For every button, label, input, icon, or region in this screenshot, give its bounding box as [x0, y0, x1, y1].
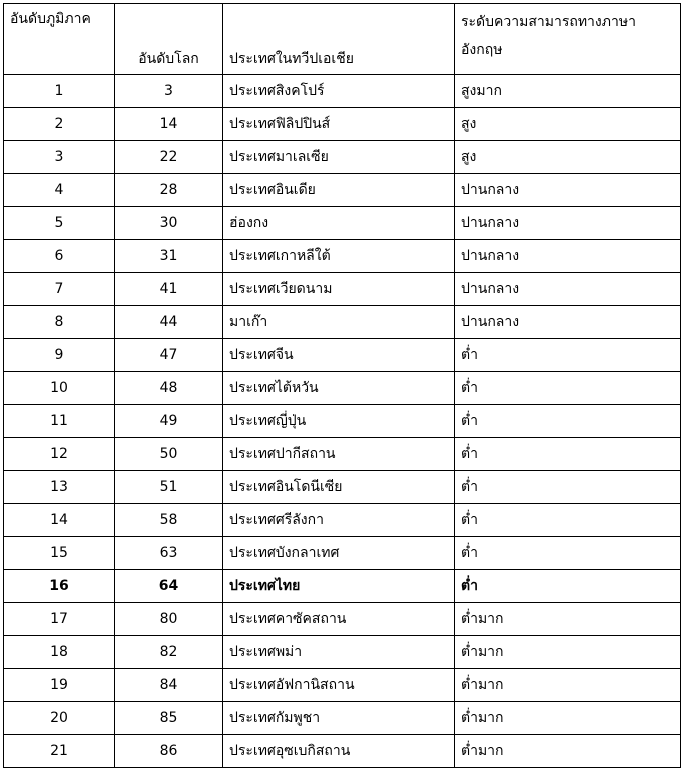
english-level-cell: ต่ำมาก — [455, 669, 681, 702]
world-rank-cell: 44 — [115, 306, 223, 339]
region-rank-cell: 3 — [4, 141, 115, 174]
region-rank-cell: 7 — [4, 273, 115, 306]
english-level-cell: สูงมาก — [455, 75, 681, 108]
country-cell: ประเทศฟิลิปปินส์ — [223, 108, 455, 141]
english-level-cell: สูง — [455, 108, 681, 141]
region-rank-cell: 1 — [4, 75, 115, 108]
english-level-cell: ต่ำ — [455, 537, 681, 570]
country-cell: มาเก๊า — [223, 306, 455, 339]
region-rank-cell: 5 — [4, 207, 115, 240]
english-level-cell: ปานกลาง — [455, 207, 681, 240]
world-rank-cell: 80 — [115, 603, 223, 636]
world-rank-cell: 31 — [115, 240, 223, 273]
country-cell: ประเทศมาเลเซีย — [223, 141, 455, 174]
world-rank-cell: 41 — [115, 273, 223, 306]
table-row — [4, 240, 681, 273]
country-cell: ประเทศอินโดนีเซีย — [223, 471, 455, 504]
table-row — [4, 438, 681, 471]
world-rank-cell: 85 — [115, 702, 223, 735]
header-region-rank: อันดับภูมิภาค — [4, 4, 115, 75]
table-row — [4, 669, 681, 702]
table-row — [4, 273, 681, 306]
region-rank-cell: 15 — [4, 537, 115, 570]
english-level-cell: สูง — [455, 141, 681, 174]
country-cell: ประเทศกัมพูชา — [223, 702, 455, 735]
table-row — [4, 504, 681, 537]
table-row — [4, 174, 681, 207]
world-rank-cell: 84 — [115, 669, 223, 702]
world-rank-cell: 49 — [115, 405, 223, 438]
table-row — [4, 372, 681, 405]
english-level-cell: ต่ำมาก — [455, 636, 681, 669]
english-level-cell: ต่ำ — [455, 339, 681, 372]
country-cell: ประเทศอุซเบกิสถาน — [223, 735, 455, 768]
ranking-table — [3, 3, 681, 768]
region-rank-cell: 6 — [4, 240, 115, 273]
region-rank-cell: 17 — [4, 603, 115, 636]
country-cell: ประเทศบังกลาเทศ — [223, 537, 455, 570]
english-level-cell: ต่ำ — [455, 504, 681, 537]
table-row — [4, 75, 681, 108]
table-row — [4, 306, 681, 339]
world-rank-cell: 64 — [115, 570, 223, 603]
header-country: ประเทศในทวีปเอเชีย — [223, 4, 455, 75]
region-rank-cell: 21 — [4, 735, 115, 768]
world-rank-cell: 82 — [115, 636, 223, 669]
header-english-level — [455, 4, 681, 75]
english-level-cell: ต่ำ — [455, 471, 681, 504]
world-rank-cell: 47 — [115, 339, 223, 372]
region-rank-cell: 10 — [4, 372, 115, 405]
english-level-cell: ต่ำ — [455, 372, 681, 405]
table-row — [4, 207, 681, 240]
world-rank-cell: 51 — [115, 471, 223, 504]
table-row — [4, 636, 681, 669]
table-row — [4, 735, 681, 768]
english-level-cell: ต่ำ — [455, 405, 681, 438]
country-cell: ประเทศศรีลังกา — [223, 504, 455, 537]
table-row — [4, 405, 681, 438]
world-rank-cell: 14 — [115, 108, 223, 141]
country-cell: ฮ่องกง — [223, 207, 455, 240]
region-rank-cell: 2 — [4, 108, 115, 141]
country-cell: ประเทศคาซัคสถาน — [223, 603, 455, 636]
english-level-cell: ต่ำมาก — [455, 735, 681, 768]
country-cell: ประเทศอินเดีย — [223, 174, 455, 207]
world-rank-cell: 86 — [115, 735, 223, 768]
english-level-cell: ปานกลาง — [455, 273, 681, 306]
country-cell: ประเทศเวียดนาม — [223, 273, 455, 306]
table-row — [4, 339, 681, 372]
world-rank-cell: 48 — [115, 372, 223, 405]
world-rank-cell: 50 — [115, 438, 223, 471]
country-cell: ประเทศญี่ปุ่น — [223, 405, 455, 438]
table-row — [4, 141, 681, 174]
country-cell: ประเทศไทย — [223, 570, 455, 603]
english-level-cell: ปานกลาง — [455, 306, 681, 339]
table-row — [4, 108, 681, 141]
region-rank-cell: 13 — [4, 471, 115, 504]
header-english-level-line1: ระดับความสามารถทางภาษา — [461, 14, 636, 30]
table-row — [4, 570, 681, 603]
table-row — [4, 537, 681, 570]
region-rank-cell: 8 — [4, 306, 115, 339]
table-row — [4, 702, 681, 735]
english-level-cell: ปานกลาง — [455, 174, 681, 207]
world-rank-cell: 28 — [115, 174, 223, 207]
table-row — [4, 603, 681, 636]
header-world-rank: อันดับโลก — [115, 4, 223, 75]
world-rank-cell: 3 — [115, 75, 223, 108]
region-rank-cell: 18 — [4, 636, 115, 669]
region-rank-cell: 19 — [4, 669, 115, 702]
english-level-cell: ต่ำ — [455, 438, 681, 471]
region-rank-cell: 14 — [4, 504, 115, 537]
header-row — [4, 4, 681, 75]
region-rank-cell: 9 — [4, 339, 115, 372]
world-rank-cell: 22 — [115, 141, 223, 174]
region-rank-cell: 20 — [4, 702, 115, 735]
country-cell: ประเทศสิงคโปร์ — [223, 75, 455, 108]
english-level-cell: ต่ำมาก — [455, 702, 681, 735]
region-rank-cell: 4 — [4, 174, 115, 207]
country-cell: ประเทศจีน — [223, 339, 455, 372]
country-cell: ประเทศพม่า — [223, 636, 455, 669]
table-row — [4, 471, 681, 504]
world-rank-cell: 30 — [115, 207, 223, 240]
header-english-level-line2: อังกฤษ — [461, 42, 503, 58]
region-rank-cell: 12 — [4, 438, 115, 471]
region-rank-cell: 16 — [4, 570, 115, 603]
region-rank-cell: 11 — [4, 405, 115, 438]
world-rank-cell: 58 — [115, 504, 223, 537]
world-rank-cell: 63 — [115, 537, 223, 570]
country-cell: ประเทศไต้หวัน — [223, 372, 455, 405]
english-level-cell: ต่ำมาก — [455, 603, 681, 636]
country-cell: ประเทศปากีสถาน — [223, 438, 455, 471]
english-level-cell: ต่ำ — [455, 570, 681, 603]
country-cell: ประเทศอัฟกานิสถาน — [223, 669, 455, 702]
english-level-cell: ปานกลาง — [455, 240, 681, 273]
country-cell: ประเทศเกาหลีใต้ — [223, 240, 455, 273]
